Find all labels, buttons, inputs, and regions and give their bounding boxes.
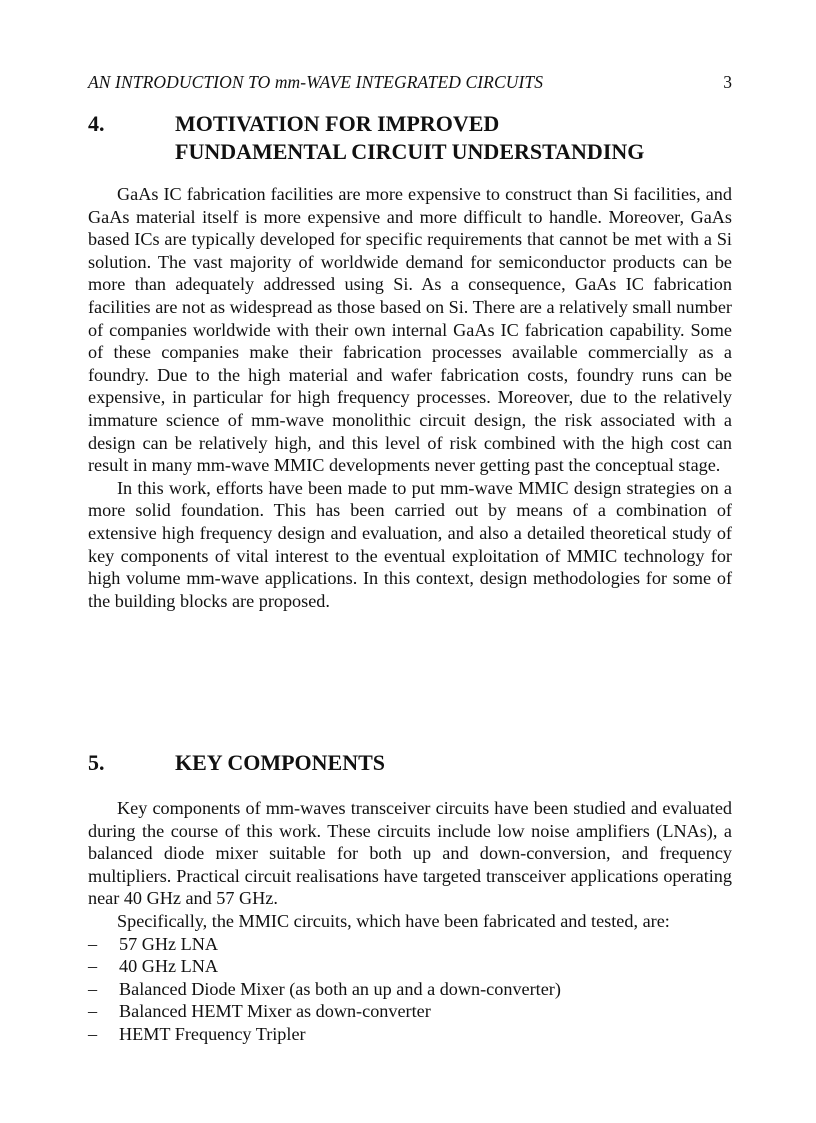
dash-marker: – (88, 1001, 98, 1022)
paragraph: GaAs IC fabrication facilities are more expensive to construct than Si facilities, and GaAs material itself is more expensive and more difficult to handle. Moreover, GaAs based ICs are typically developed for specific requirements that cannot be met with a Si solution. The vast majority of worldwide demand for semiconductor products can be more than adequately addressed using Si. As a consequence, GaAs IC fabrication facilities are not as widespread as those based on Si. There are a relatively small number of companies worldwide with their own internal GaAs IC fabrication capability. Some of these companies make their fabrication processes available commercially as a foundry. Due to the high material and wafer fabrication costs, foundry runs can be expensive, in particular for high frequency processes. Moreover, due to the relatively immature science of mm-wave monolithic circuit design, the risk associated with a design can be relatively high, and this level of risk combined with the high cost can result in many mm-wave MMIC developments never getting past the conceptual stage. (88, 184, 732, 476)
running-title: AN INTRODUCTION TO mm-WAVE INTEGRATED CIRCUITS (88, 72, 544, 92)
dash-marker: – (88, 978, 98, 999)
dash-marker: – (88, 956, 98, 977)
section-5-body (88, 797, 732, 1046)
list-item-text: 40 GHz LNA (119, 956, 219, 977)
list-item-text: 57 GHz LNA (119, 933, 219, 954)
paragraph: Specifically, the MMIC circuits, which have been fabricated and tested, are: (117, 910, 670, 931)
paragraph: In this work, efforts have been made to put mm-wave MMIC design strategies on a more solid foundation. This has been carried out by means of a combination of extensive high frequency design and evaluation, and also a detailed theoretical study of key components of vital interest to the eventual exploitation of MMIC technology for high volume mm-wave applications. In this context, design methodologies for some of the building blocks are proposed. (88, 477, 732, 611)
dash-marker: – (88, 933, 98, 954)
running-header (88, 70, 732, 94)
section-4-title (175, 110, 732, 166)
section-4-title-line-2: FUNDAMENTAL CIRCUIT UNDERSTANDING (175, 139, 645, 164)
list-item (88, 1000, 732, 1023)
list-item (88, 978, 732, 1001)
section-4-body (88, 183, 732, 612)
list-item-text: Balanced Diode Mixer (as both an up and a down-converter) (119, 978, 561, 999)
paragraph: Key components of mm-waves transceiver circuits have been studied and evaluated during the course of this work. These circuits include low noise amplifiers (LNAs), a balanced diode mixer suitable for both up and down-conversion, and frequency multipliers. Practical circuit realisations have targeted transceiver applications operating near 40 GHz and 57 GHz. (88, 798, 732, 909)
dash-marker: – (88, 1023, 98, 1044)
section-4-title-line-1: MOTIVATION FOR IMPROVED (175, 111, 500, 136)
section-5-title: KEY COMPONENTS (175, 750, 386, 775)
list-item (88, 933, 732, 956)
list-item (88, 955, 732, 978)
list-item-text: Balanced HEMT Mixer as down-converter (119, 1001, 431, 1022)
list-item (88, 1023, 732, 1046)
section-4-number: 4. (88, 111, 105, 136)
section-5-number: 5. (88, 750, 105, 775)
list-item-text: HEMT Frequency Tripler (119, 1023, 306, 1044)
component-list (88, 933, 732, 1046)
page-number: 3 (723, 72, 732, 92)
